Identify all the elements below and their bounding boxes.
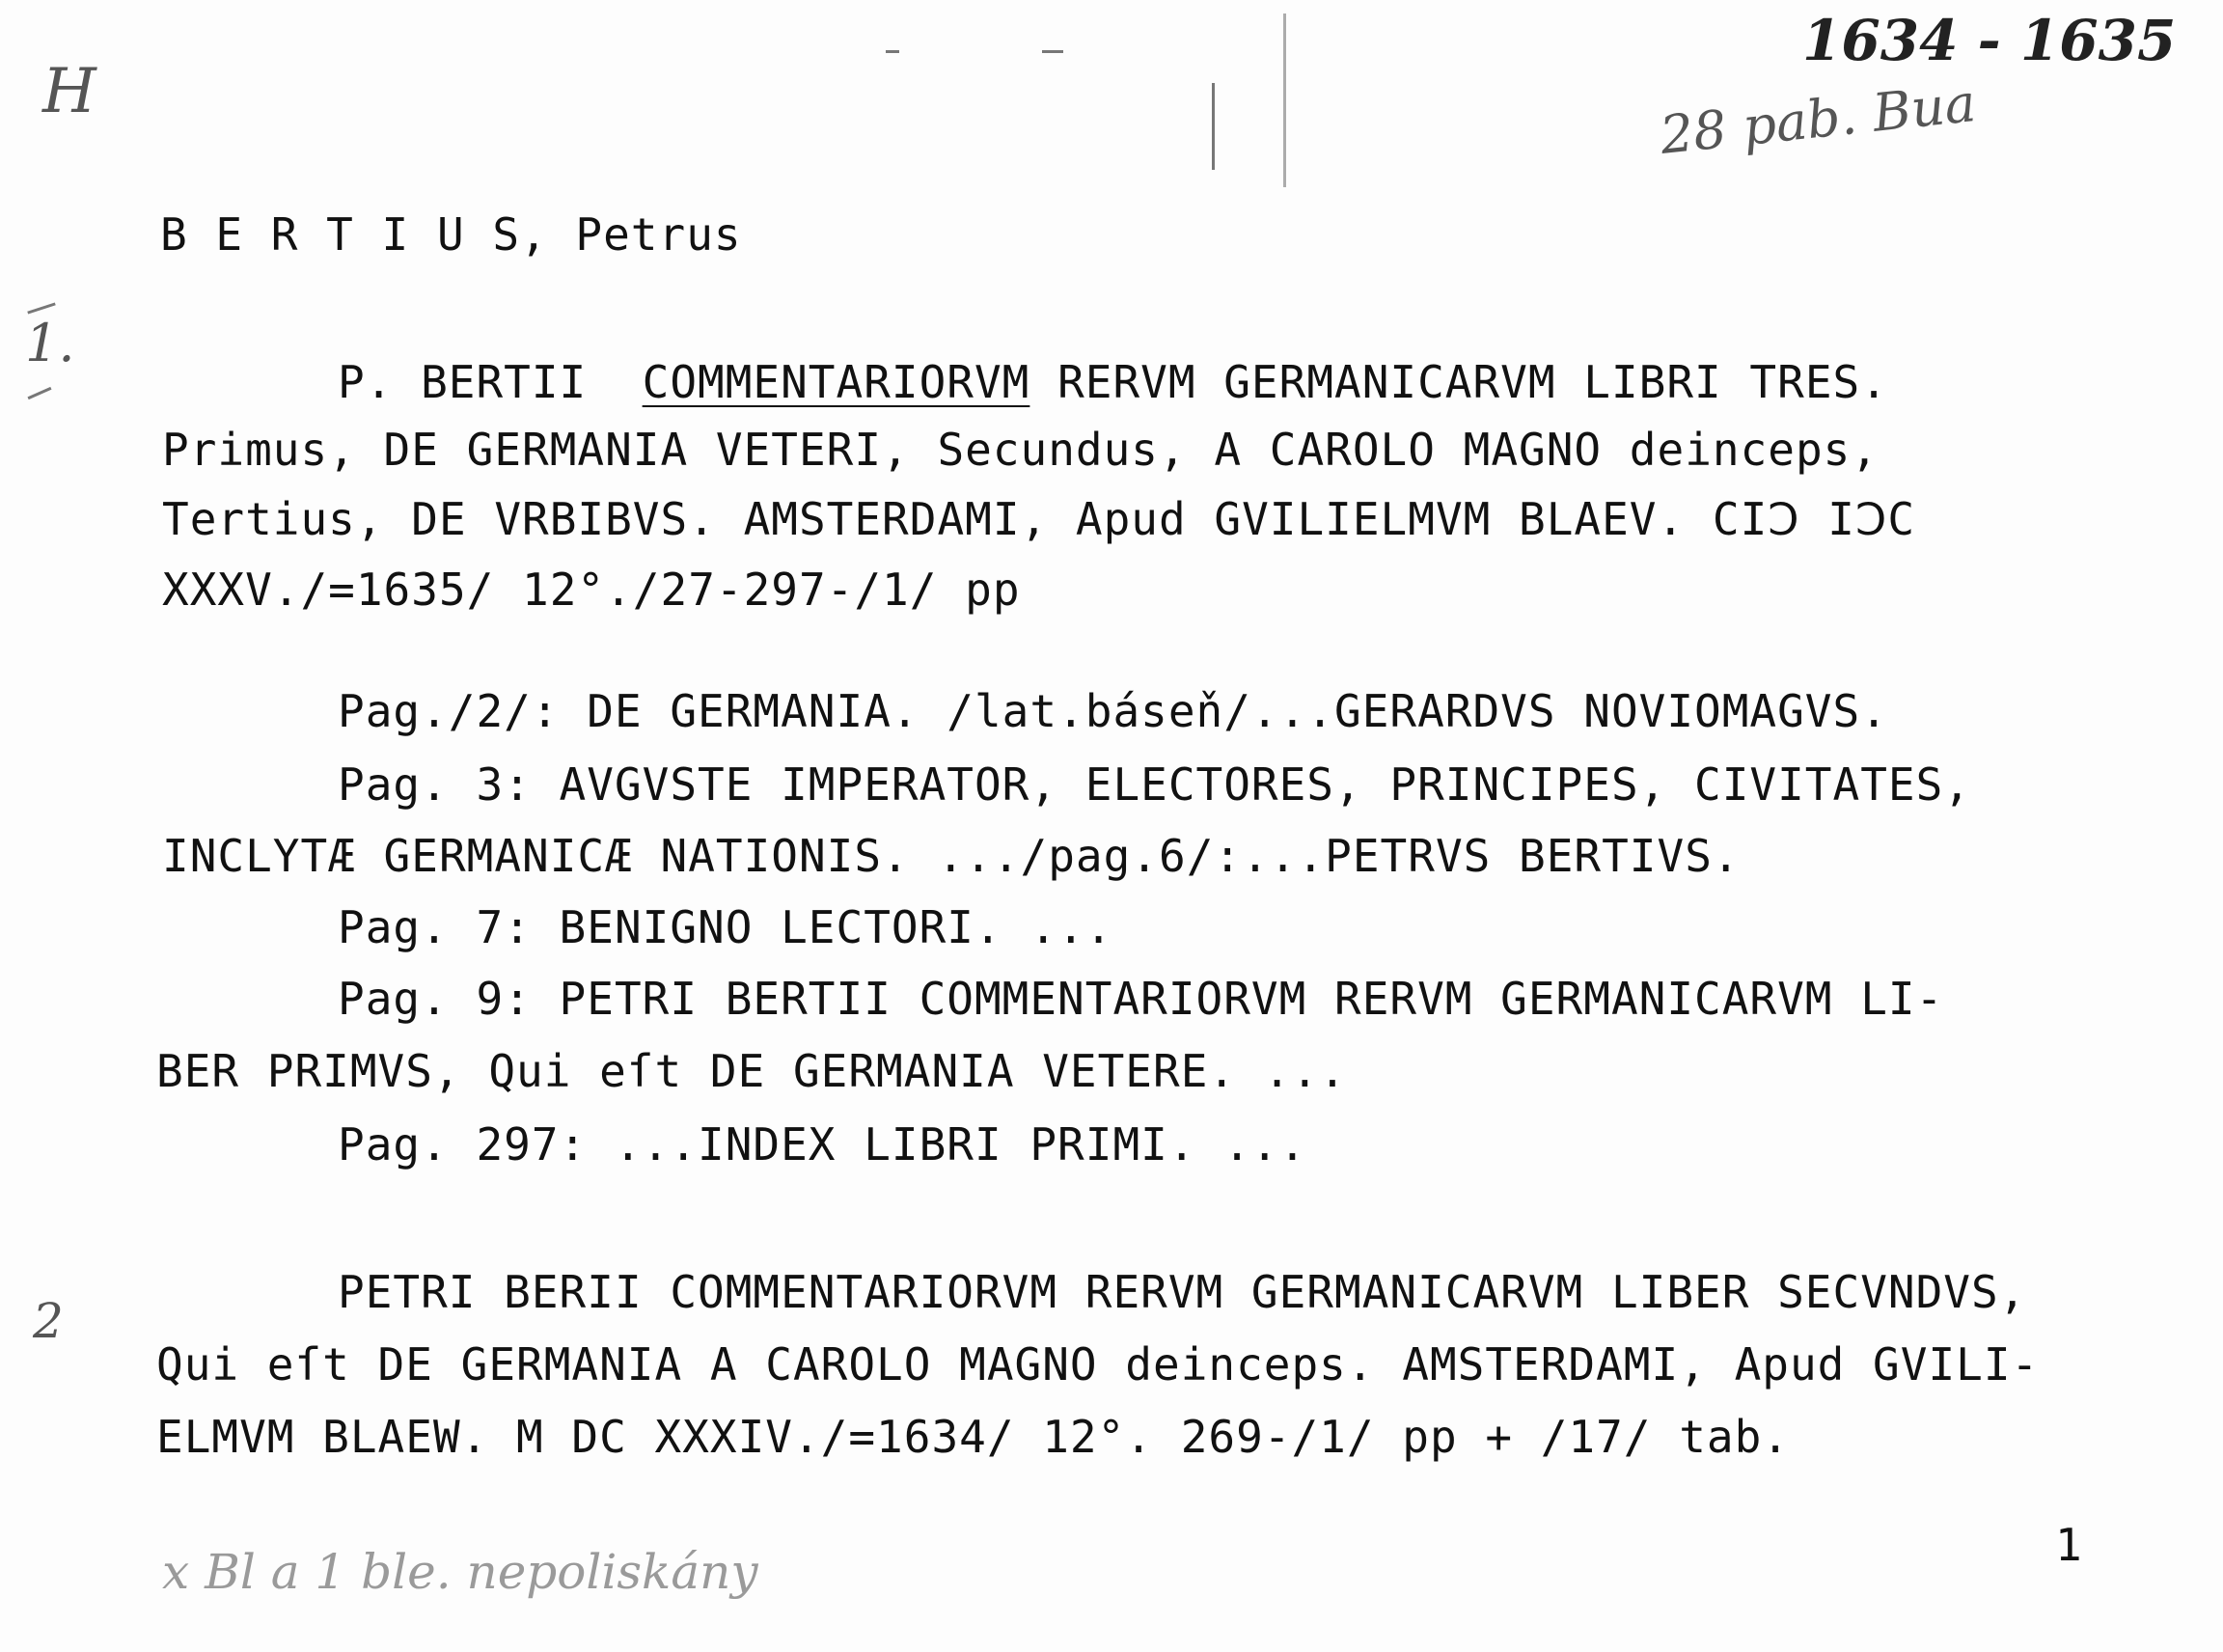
author-heading: B E R T I U S, Petrus [160,208,742,261]
margin-note-pages: 28 pab. Bua [1657,72,1979,166]
margin-note-item-1: 1. [25,313,75,373]
contents-line-6: BER PRIMVS, Qui eſt DE GERMANIA VETERE. ... [156,1045,1347,1097]
contents-line-7: Pag. 297: ...INDEX LIBRI PRIMI. ... [338,1118,1307,1170]
contents-line-3: INCLYTÆ GERMANICÆ NATIONIS. .../pag.6/:...PETRVS BERTIVS. [162,830,1741,882]
entry2-line2: Qui eſt DE GERMANIA A CAROLO MAGNO deinceps. AMSTERDAMI, Apud GVILI- [156,1338,2040,1390]
scan-mark [886,50,899,53]
entry1-line1-prefix: P. BERTII [338,356,643,408]
entry1-line1-underlined: COMMENTARIORVM [642,356,1030,408]
scan-mark [1283,14,1286,187]
scan-mark [28,387,52,399]
margin-note-item-2: 2 [33,1293,64,1349]
contents-line-2: Pag. 3: AVGVSTE IMPERATOR, ELECTORES, PRINCIPES, CIVITATES, [338,758,1971,811]
page-number: 1 [2055,1519,2083,1571]
entry1-line3: Tertius, DE VRBIBVS. AMSTERDAMI, Apud GVILIELMVM BLAEV. CIↃ IↃC [162,493,1916,545]
entry1-line1-rest: RERVM GERMANICARVM LIBRI TRES. [1029,356,1888,408]
contents-line-5: Pag. 9: PETRI BERTII COMMENTARIORVM RERVM GERMANICARVM LI- [338,973,1944,1025]
margin-note-bottom-left: x Bl a 1 ble. nepoliskány [162,1544,758,1600]
scan-mark [1042,50,1063,53]
entry1-line1 [338,356,1888,408]
margin-note-years: 1634 - 1635 [1802,8,2177,73]
entry2-line3: ELMVM BLAEW. M DC XXXIV./=1634/ 12°. 269-/1/ pp + /17/ tab. [156,1411,1790,1463]
entry1-line2: Primus, DE GERMANIA VETERI, Secundus, A CAROLO MAGNO deinceps, [162,424,1880,476]
scan-mark [1212,83,1215,170]
contents-line-4: Pag. 7: BENIGNO LECTORI. ... [338,901,1113,953]
entry1-line4: XXXV./=1635/ 12°./27-297-/1/ pp [162,564,1021,616]
contents-line-1: Pag./2/: DE GERMANIA. /lat.báseň/...GERARDVS NOVIOMAGVS. [338,685,1888,737]
entry2-line1: PETRI BERII COMMENTARIORVM RERVM GERMANICARVM LIBER SECVNDVS, [338,1266,2027,1318]
margin-note-top-left: H [42,56,96,127]
